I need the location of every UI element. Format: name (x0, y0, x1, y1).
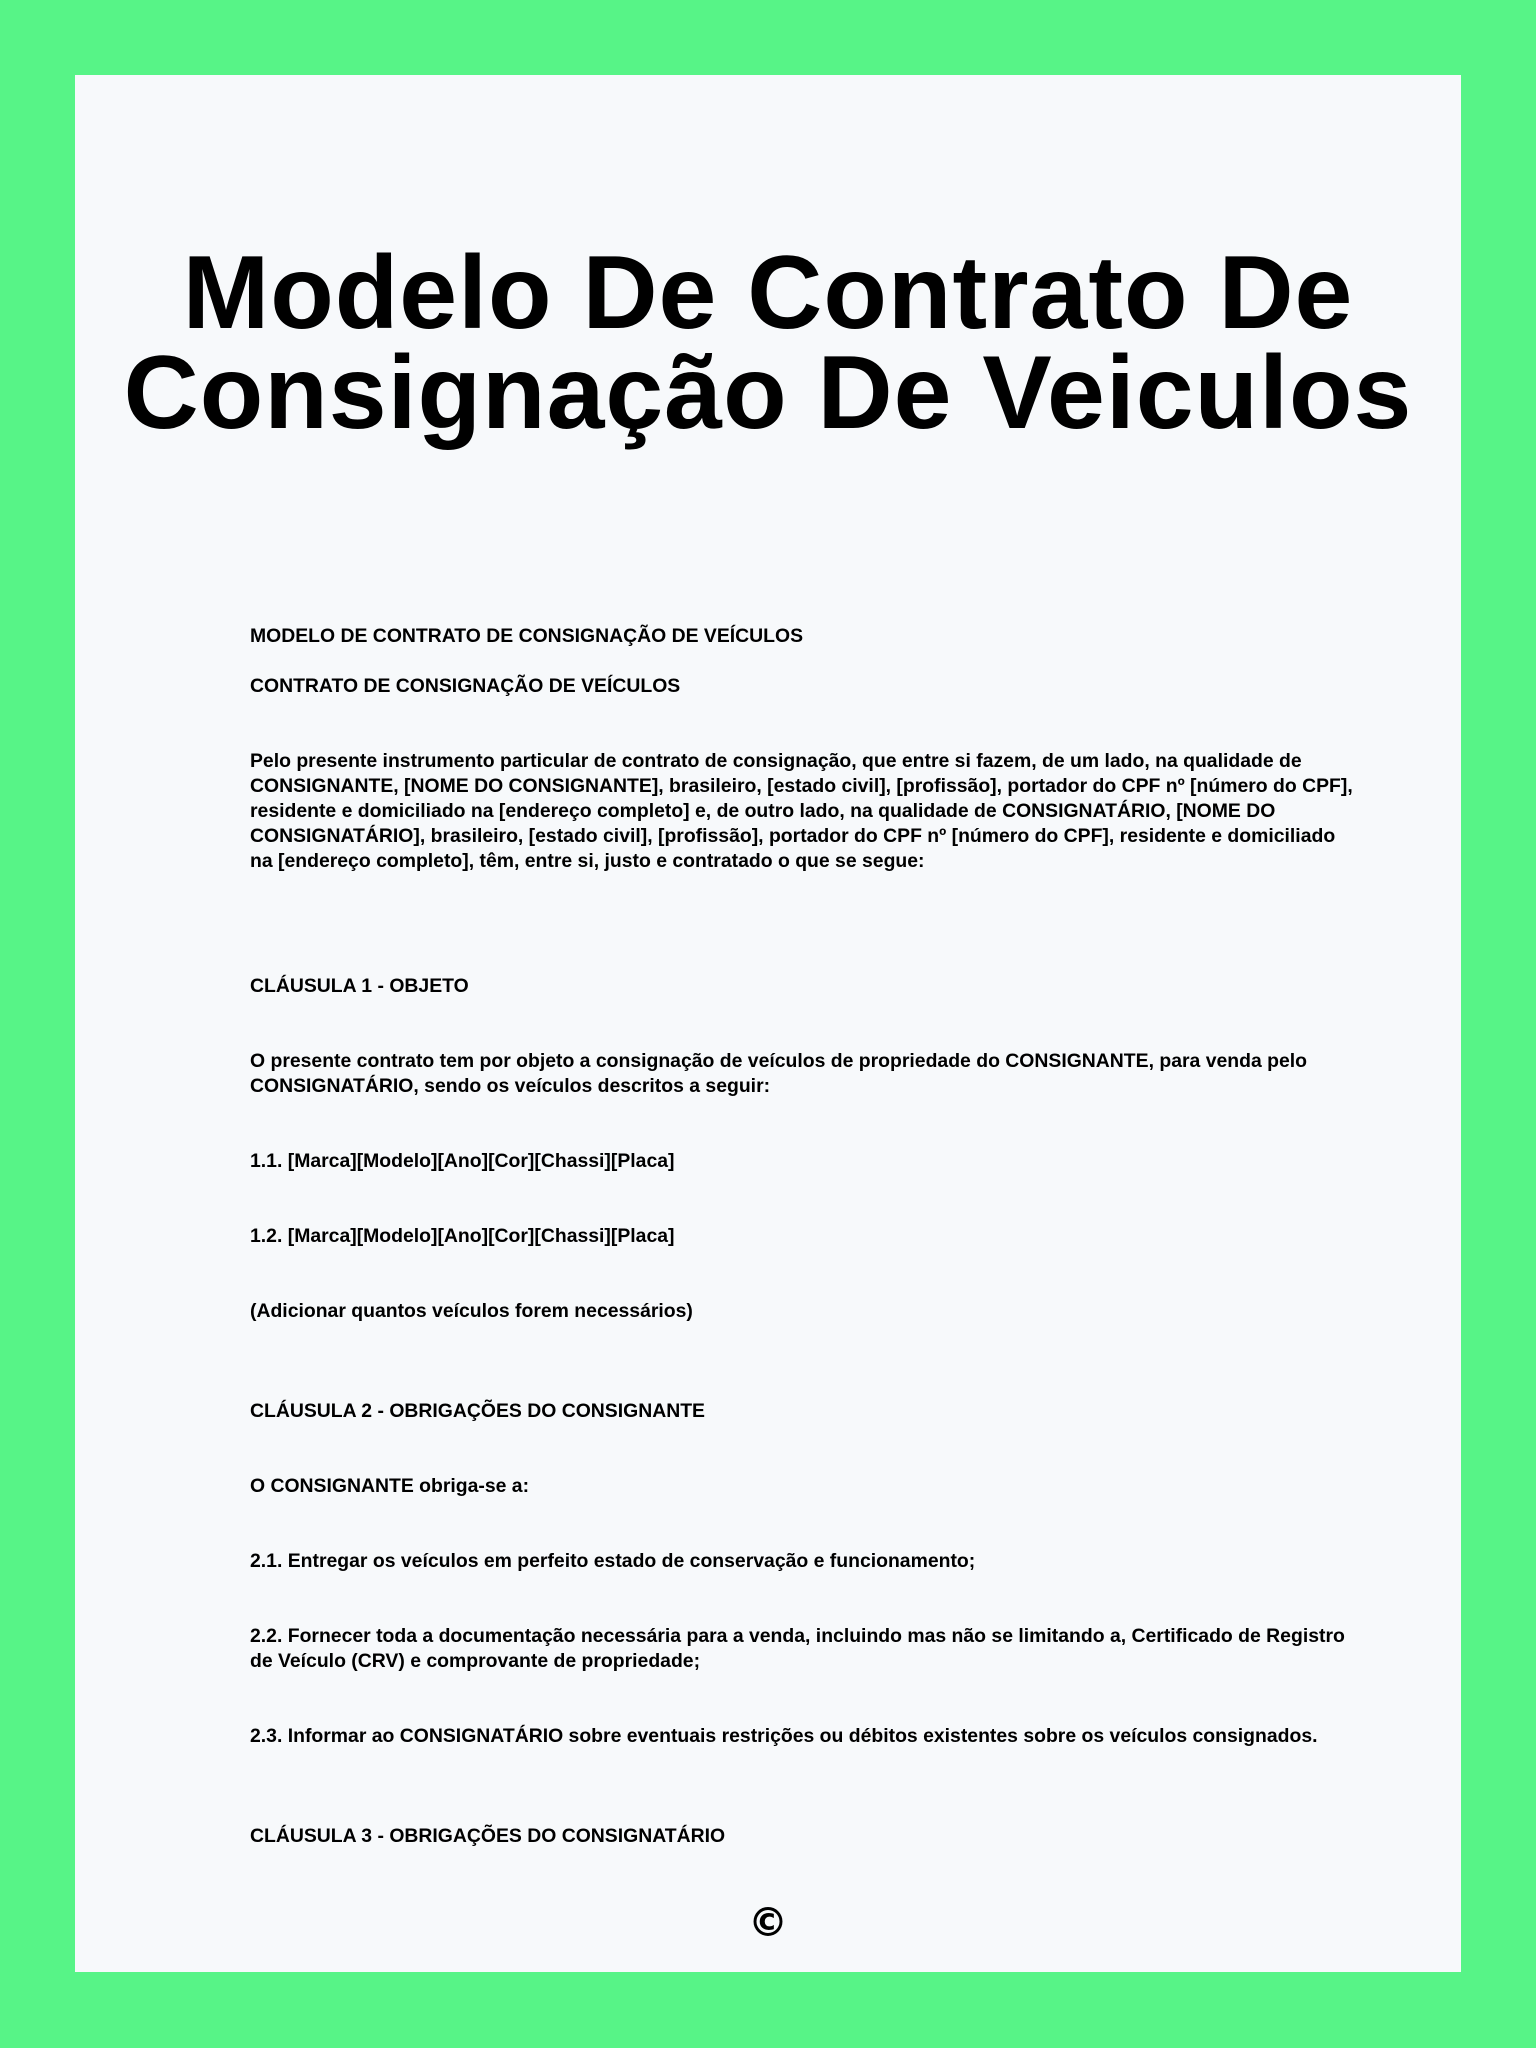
vehicle-item-2: 1.2. [Marca][Modelo][Ano][Cor][Chassi][Placa] (250, 1225, 675, 1247)
title-line-2: Consignação De Veiculos (123, 335, 1413, 451)
document-title (75, 235, 1461, 451)
copyright-icon: © (748, 1900, 788, 1946)
clause-1-text: O presente contrato tem por objeto a consignação de veículos de propriedade do CONSIGNANTE, para venda pelo CONSIGNATÁRIO, sendo os veículos descritos a seguir: (250, 1050, 1307, 1097)
vehicle-note: (Adicionar quantos veículos forem necessários) (250, 1300, 693, 1322)
clause-2-item-2: 2.2. Fornecer toda a documentação necessária para a venda, incluindo mas não se limitando a, Certificado de Registro de Veículo (CRV) e comprovante de propriedade; (250, 1625, 1345, 1672)
clause-2-heading: CLÁUSULA 2 - OBRIGAÇÕES DO CONSIGNANTE (250, 1400, 705, 1422)
vehicle-item-1: 1.1. [Marca][Modelo][Ano][Cor][Chassi][Placa] (250, 1150, 675, 1172)
clause-2-item-3: 2.3. Informar ao CONSIGNATÁRIO sobre eventuais restrições ou débitos existentes sobre os veículos consignados. (250, 1725, 1318, 1747)
clause-2-item-1: 2.1. Entregar os veículos em perfeito estado de conservação e funcionamento; (250, 1550, 976, 1572)
document-page (75, 75, 1461, 1972)
contract-heading: CONTRATO DE CONSIGNAÇÃO DE VEÍCULOS (250, 675, 681, 697)
doc-heading: MODELO DE CONTRATO DE CONSIGNAÇÃO DE VEÍCULOS (250, 625, 804, 647)
clause-3-heading: CLÁUSULA 3 - OBRIGAÇÕES DO CONSIGNATÁRIO (250, 1825, 726, 1847)
clause-2-intro: O CONSIGNANTE obriga-se a: (250, 1475, 530, 1497)
clause-1-heading: CLÁUSULA 1 - OBJETO (250, 975, 469, 997)
title-line-1: Modelo De Contrato De (182, 235, 1354, 351)
preamble-paragraph: Pelo presente instrumento particular de contrato de consignação, que entre si fazem, de um lado, na qualidade de CONSIGNANTE, [NOME DO CONSIGNANTE], brasileiro, [estado civil], [profissão], portador do CPF nº [número do CPF], residente e domiciliado na [endereço completo] e, de outro lado, na qualidade de CONSIGNATÁRIO, [NOME DO CONSIGNATÁRIO], brasileiro, [estado civil], [profissão], portador do CPF nº [número do CPF], residente e domiciliado na [endereço completo], têm, entre si, justo e contratado o que se segue: (250, 750, 1353, 872)
